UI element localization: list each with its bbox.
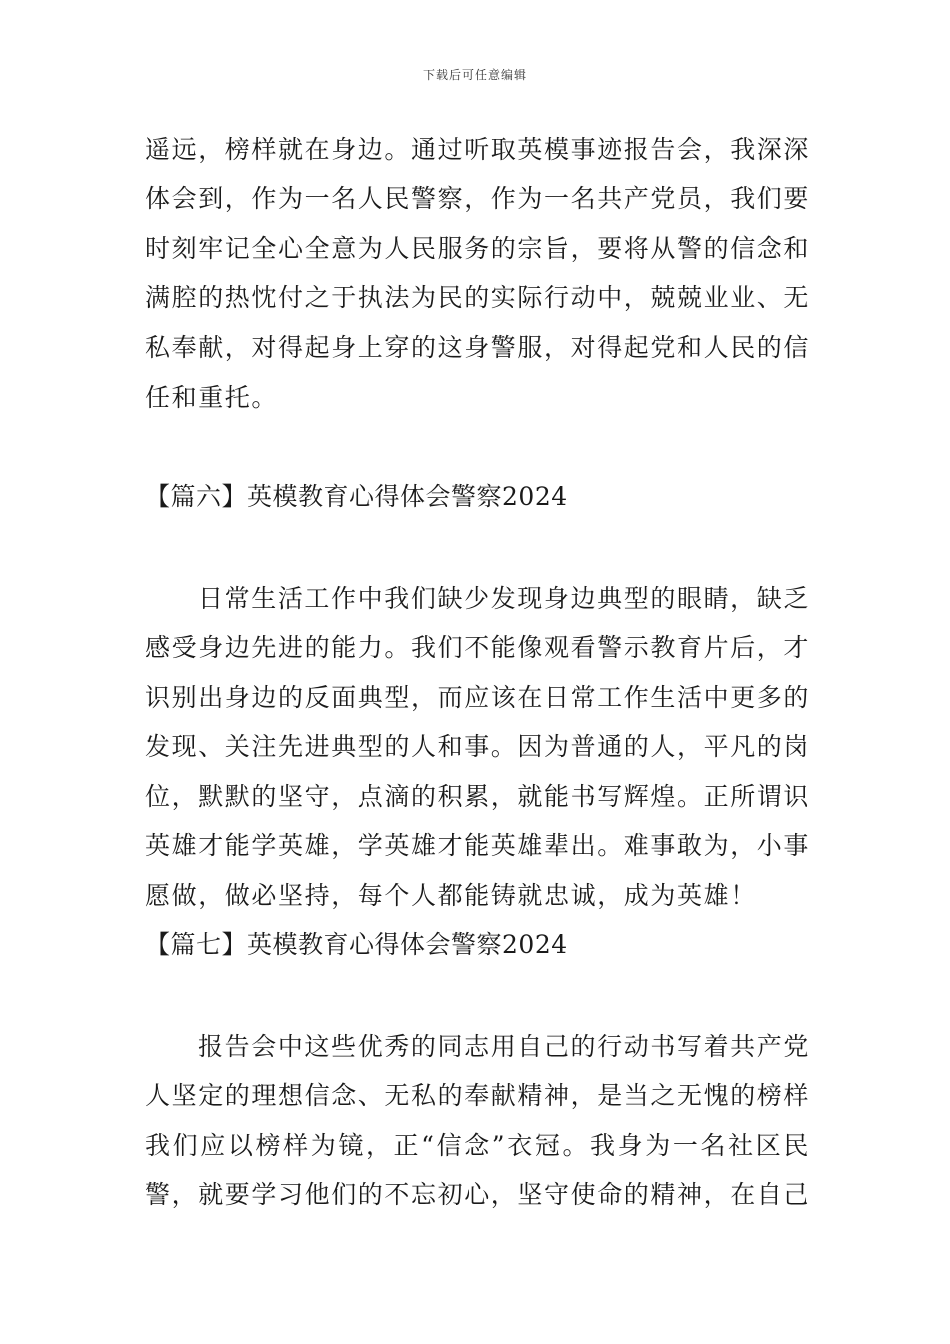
text-line: 日常生活工作中我们缺少发现身边典型的眼睛，缺乏 <box>198 584 810 613</box>
text-line: 遥远，榜样就在身边。通过听取英模事迹报告会，我深深 <box>145 135 811 164</box>
text-line: 私奉献，对得起身上穿的这身警服，对得起党和人民的信 <box>145 333 811 362</box>
text-line: 感受身边先进的能力。我们不能像观看警示教育片后，才 <box>145 633 811 662</box>
text-line: 英雄才能学英雄，学英雄才能英雄辈出。难事敢为，小事 <box>145 831 811 860</box>
text-line: 人坚定的理想信念、无私的奉献精神，是当之无愧的榜样 <box>145 1081 811 1110</box>
text-line: 发现、关注先进典型的人和事。因为普通的人，平凡的岗 <box>145 732 811 761</box>
text-line: 愿做，做必坚持，每个人都能铸就忠诚，成为英雄！ <box>145 881 757 910</box>
text-line: 警，就要学习他们的不忘初心，坚守使命的精神，在自己 <box>145 1180 811 1209</box>
page-header: 下载后可任意编辑 <box>422 68 527 82</box>
text-line: 时刻牢记全心全意为人民服务的宗旨，要将从警的信念和 <box>145 234 811 263</box>
text-line: 位，默默的坚守，点滴的积累，就能书写辉煌。正所谓识 <box>145 782 811 811</box>
text-line: 报告会中这些优秀的同志用自己的行动书写着共产党 <box>198 1032 810 1061</box>
text-line: 我们应以榜样为镜，正“信念”衣冠。我身为一名社区民 <box>145 1131 810 1160</box>
text-line: 满腔的热忱付之于执法为民的实际行动中，兢兢业业、无 <box>145 283 811 312</box>
section-heading-seven: 【篇七】英模教育心得体会警察2024 <box>145 930 568 959</box>
text-line: 体会到，作为一名人民警察，作为一名共产党员，我们要 <box>145 184 811 213</box>
section-heading-six: 【篇六】英模教育心得体会警察2024 <box>145 482 568 511</box>
text-line: 任和重托。 <box>145 383 279 412</box>
text-line: 识别出身边的反面典型，而应该在日常工作生活中更多的 <box>145 683 811 712</box>
